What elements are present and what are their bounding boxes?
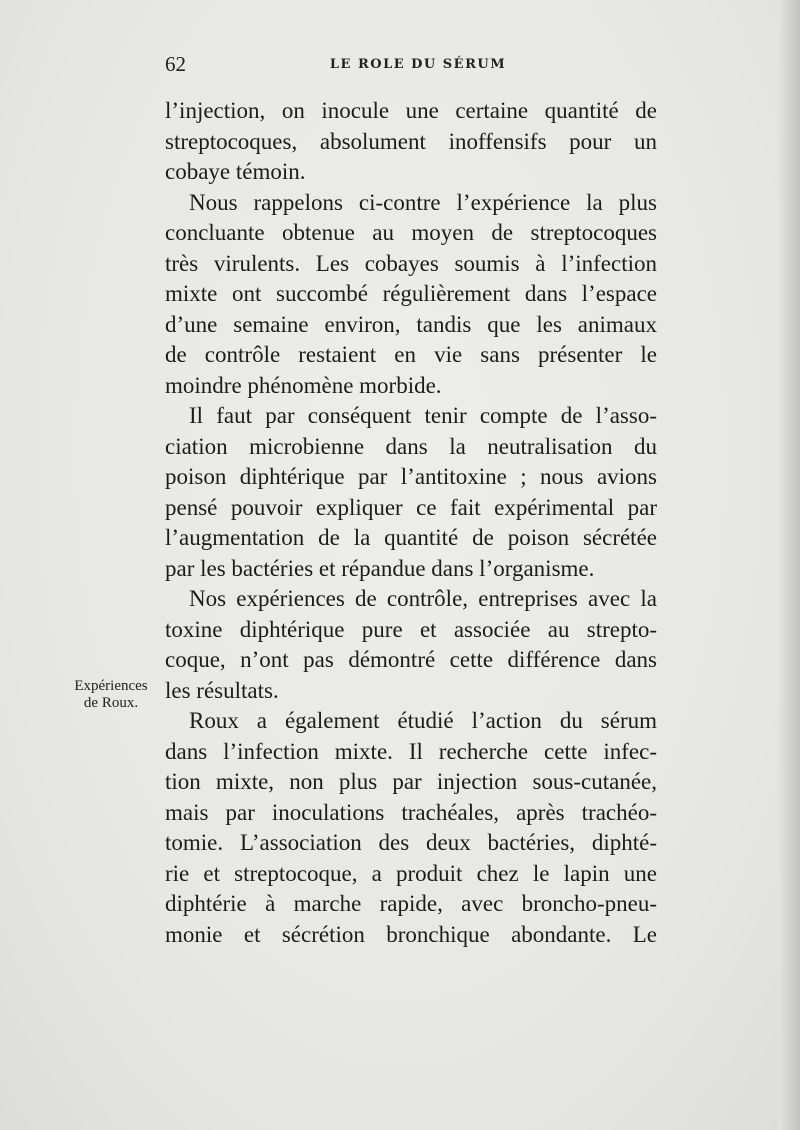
- text-line: poison diphtérique par l’antitoxine ; nous avions: [165, 464, 657, 489]
- text-line: Roux a également étudié l’action du sérum: [189, 708, 657, 733]
- show-through-bleed: [52, 295, 162, 363]
- paragraph: [165, 584, 657, 706]
- text-line: dans l’infection mixte. Il recherche cette infec-: [165, 738, 657, 764]
- text-line: de contrôle restaient en vie sans présenter le: [165, 342, 657, 367]
- text-line: très virulents. Les cobayes soumis à l’infection: [165, 250, 657, 276]
- running-title: LE ROLE DU SÉRUM: [329, 57, 507, 72]
- text-line: monie et sécrétion bronchique abondante. Le: [165, 921, 657, 947]
- text-line: tion mixte, non plus par injection sous-cutanée,: [165, 769, 657, 794]
- text-line: d’une semaine environ, tandis que les animaux: [165, 311, 657, 337]
- text-line: tomie. L’association des deux bactéries, diphté-: [165, 830, 657, 855]
- text-line: moindre phénomène morbide.: [165, 372, 442, 398]
- text-line: Nos expériences de contrôle, entreprises avec la: [189, 586, 657, 611]
- text-line: pensé pouvoir expliquer ce fait expérimental par: [165, 494, 657, 520]
- text-line: l’augmentation de la quantité de poison sécrétée: [165, 525, 657, 550]
- text-line: rie et streptocoque, a produit chez le lapin une: [165, 860, 657, 886]
- page-edge-shadow: [778, 0, 800, 1130]
- text-line: diphtérie à marche rapide, avec broncho-pneu-: [165, 891, 657, 916]
- page-number: 62: [165, 52, 186, 76]
- text-line: mixte ont succombé régulièrement dans l’espace: [165, 281, 657, 306]
- text-line: par les bactéries et répandue dans l’organisme.: [165, 555, 595, 581]
- text-line: ciation microbienne dans la neutralisation du: [165, 433, 657, 459]
- text-line: Nous rappelons ci-contre l’expérience la plus: [189, 189, 657, 215]
- text-line: concluante obtenue au moyen de streptocoques: [165, 220, 657, 245]
- paragraph: [165, 96, 657, 188]
- margin-note: [58, 678, 164, 712]
- margin-note-line: Expériences: [74, 678, 148, 694]
- text-line: mais par inoculations trachéales, après trachéo-: [165, 799, 657, 825]
- text-line: l’injection, on inocule une certaine quantité de: [165, 98, 657, 123]
- margin-note-line: de Roux.: [83, 695, 139, 711]
- paragraph: [165, 706, 657, 950]
- text-line: les résultats.: [165, 677, 279, 703]
- paragraph: [165, 188, 657, 402]
- text-line: toxine diphtérique pure et associée au strepto-: [165, 616, 657, 642]
- text-line: cobaye témoin.: [165, 159, 306, 184]
- body-text: [165, 96, 657, 950]
- paragraph: [165, 401, 657, 584]
- page-header: [165, 52, 657, 76]
- text-line: coque, n’ont pas démontré cette différence dans: [165, 647, 657, 672]
- text-line: streptocoques, absolument inoffensifs pour un: [165, 128, 657, 154]
- text-line: Il faut par conséquent tenir compte de l’asso-: [189, 403, 657, 428]
